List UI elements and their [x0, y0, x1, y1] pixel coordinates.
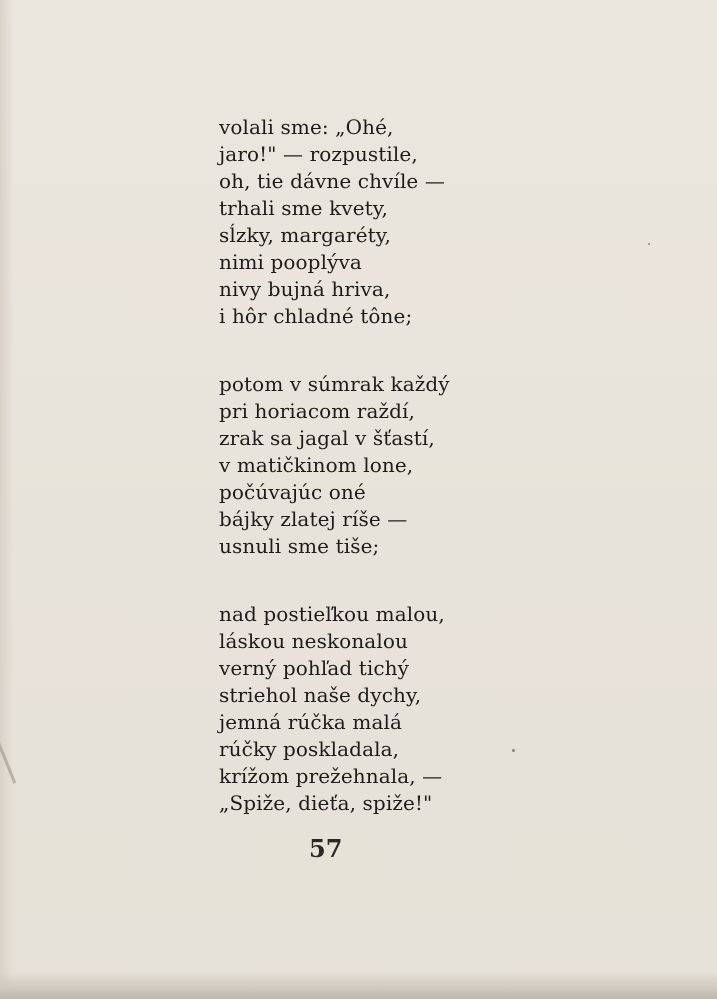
- poem-line: rúčky poskladala,: [219, 737, 400, 761]
- poem-line: usnuli sme tiše;: [219, 534, 380, 558]
- poem-line: „Spiže, dieťa, spiže!": [219, 791, 433, 815]
- poem-line: volali sme: „Ohé,: [219, 115, 394, 139]
- page-left-edge-shadow: [0, 0, 14, 999]
- paper-speck: [512, 749, 515, 752]
- poem-line: sĺzky, margaréty,: [219, 223, 391, 247]
- poem-line: v matičkinom lone,: [219, 453, 414, 477]
- poem-line: nad postieľkou malou,: [219, 602, 445, 626]
- poem-line: jaro!" — rozpustile,: [219, 142, 418, 166]
- poem-line: trhali sme kvety,: [219, 196, 388, 220]
- poem-line: verný pohľad tichý: [219, 656, 410, 680]
- poem-line: počúvajúc oné: [219, 480, 366, 504]
- poem-line: i hôr chladné tône;: [219, 304, 413, 328]
- paper-speck: [648, 243, 650, 245]
- page-bottom-edge: [0, 972, 717, 999]
- page-number: 57: [309, 834, 343, 863]
- poem-line: oh, tie dávne chvíle —: [219, 169, 445, 193]
- poem-line: bájky zlatej ríše —: [219, 507, 408, 531]
- poem-line: jemná rúčka malá: [219, 710, 403, 734]
- stanza-1: [219, 114, 450, 330]
- poem-line: pri horiacom raždí,: [219, 399, 415, 423]
- poem-line: nimi pooplýva: [219, 250, 362, 274]
- poem-line: krížom prežehnala, —: [219, 764, 443, 788]
- poem-line: striehol naše dychy,: [219, 683, 422, 707]
- poem-line: zrak sa jagal v šťastí,: [219, 426, 435, 450]
- stanza-2: [219, 371, 450, 560]
- stanza-3: [219, 601, 450, 817]
- poem-line: nivy bujná hriva,: [219, 277, 391, 301]
- poem-line: láskou neskonalou: [219, 629, 408, 653]
- poem-text: [219, 114, 450, 858]
- poem-line: potom v súmrak každý: [219, 372, 450, 396]
